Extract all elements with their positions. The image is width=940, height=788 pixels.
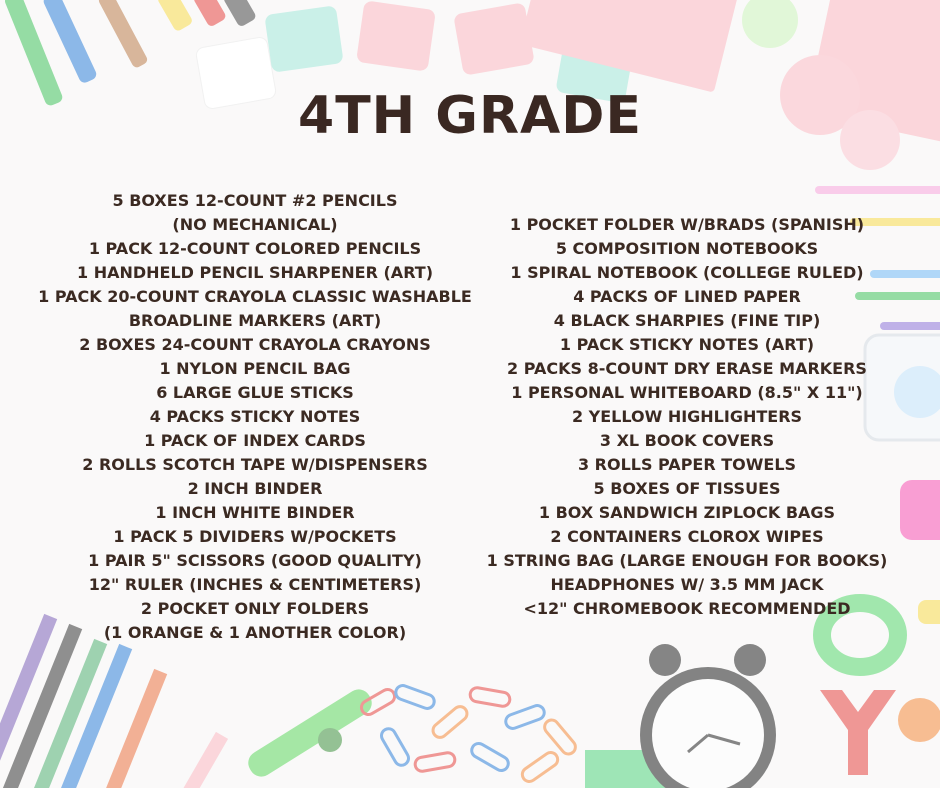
list-item: 2 CONTAINERS CLOROX WIPES: [550, 527, 824, 546]
list-item: 2 BOXES 24-COUNT CRAYOLA CRAYONS: [79, 335, 431, 354]
list-item: 1 PAIR 5" SCISSORS (GOOD QUALITY): [88, 551, 422, 570]
list-item: 1 SPIRAL NOTEBOOK (COLLEGE RULED): [510, 263, 864, 282]
list-item: 6 LARGE GLUE STICKS: [156, 383, 354, 402]
list-item: 1 NYLON PENCIL BAG: [159, 359, 351, 378]
list-item: 1 HANDHELD PENCIL SHARPENER (ART): [76, 263, 434, 282]
list-item: 4 BLACK SHARPIES (FINE TIP): [553, 311, 821, 330]
list-item: (1 ORANGE & 1 ANOTHER COLOR): [103, 623, 407, 642]
list-item: 12" RULER (INCHES & CENTIMETERS): [88, 575, 422, 594]
list-item: 5 BOXES OF TISSUES: [593, 479, 781, 498]
list-item: 1 PACK STICKY NOTES (ART): [559, 335, 815, 354]
list-item: 4 PACKS OF LINED PAPER: [573, 287, 801, 306]
list-item: 2 YELLOW HIGHLIGHTERS: [571, 407, 803, 426]
list-item: HEADPHONES W/ 3.5 MM JACK: [550, 575, 824, 594]
list-item: 2 INCH BINDER: [187, 479, 323, 498]
list-item: 2 ROLLS SCOTCH TAPE W/DISPENSERS: [82, 455, 428, 474]
list-item: 1 PERSONAL WHITEBOARD (8.5" X 11"): [511, 383, 863, 402]
supply-list-right: [480, 213, 894, 621]
list-item: 2 PACKS 8-COUNT DRY ERASE MARKERS: [507, 359, 867, 378]
list-item: 5 COMPOSITION NOTEBOOKS: [555, 239, 819, 258]
list-item: 1 PACK 5 DIVIDERS W/POCKETS: [113, 527, 397, 546]
list-item: 1 STRING BAG (LARGE ENOUGH FOR BOOKS): [486, 551, 888, 570]
list-item: <12" CHROMEBOOK RECOMMENDED: [523, 599, 851, 618]
list-item: 2 POCKET ONLY FOLDERS: [140, 599, 370, 618]
list-item: 3 ROLLS PAPER TOWELS: [577, 455, 797, 474]
list-item: 1 PACK OF INDEX CARDS: [144, 431, 366, 450]
list-item: 1 BOX SANDWICH ZIPLOCK BAGS: [538, 503, 836, 522]
list-item: (NO MECHANICAL): [172, 215, 338, 234]
list-item: 1 PACK 12-COUNT COLORED PENCILS: [88, 239, 422, 258]
list-item: 1 PACK 20-COUNT CRAYOLA CLASSIC WASHABLE: [38, 287, 472, 306]
page-title: 4TH GRADE: [298, 86, 642, 146]
list-item: 3 XL BOOK COVERS: [599, 431, 775, 450]
list-item: 5 BOXES 12-COUNT #2 PENCILS: [112, 191, 398, 210]
list-item: 1 INCH WHITE BINDER: [155, 503, 355, 522]
list-item: 4 PACKS STICKY NOTES: [149, 407, 361, 426]
list-item: 1 POCKET FOLDER W/BRADS (SPANISH): [509, 215, 865, 234]
supply-list-left: [20, 189, 490, 645]
list-item: BROADLINE MARKERS (ART): [128, 311, 382, 330]
